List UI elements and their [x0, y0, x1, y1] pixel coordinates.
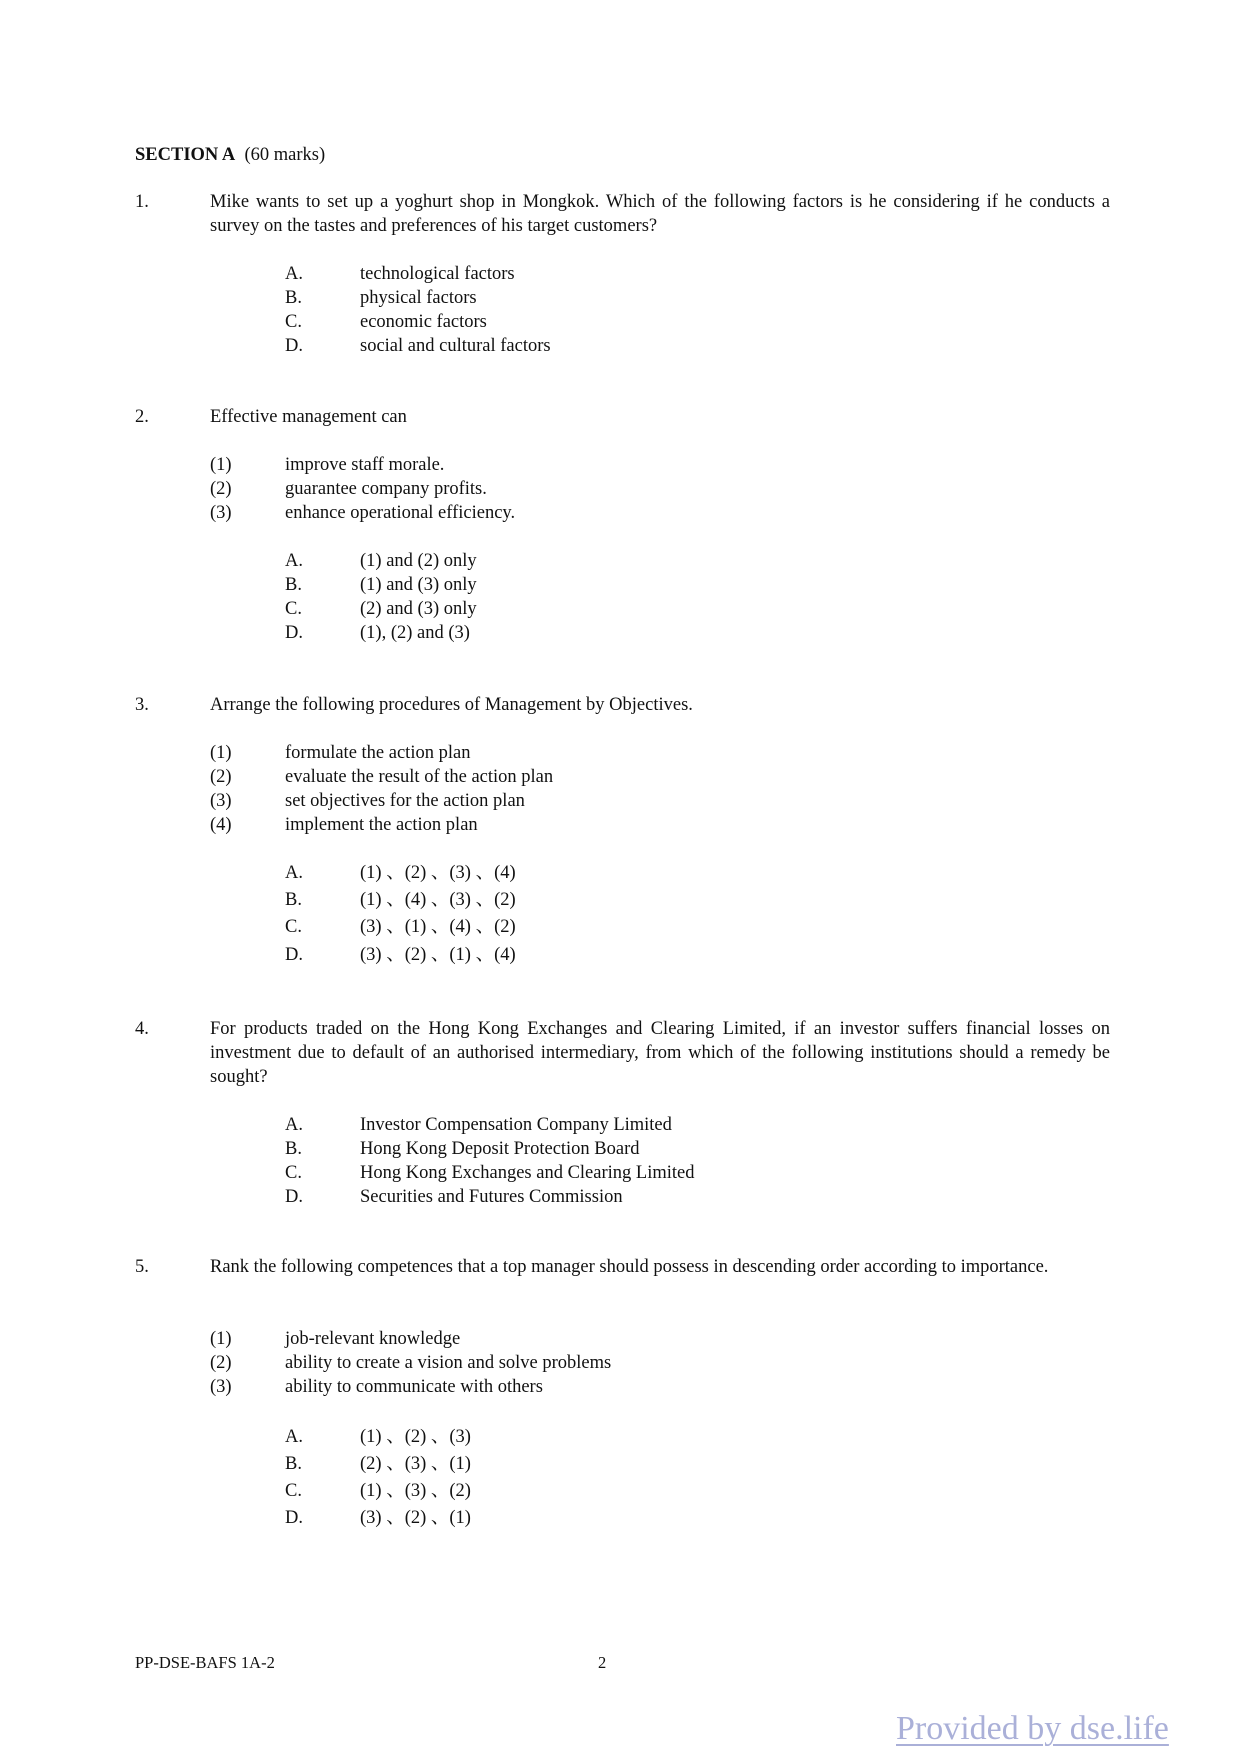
option-text: (1) 、(3) 、(2) [360, 1481, 471, 1501]
option-text: (1) 、(2) 、(3) [360, 1427, 471, 1447]
option-letter: D. [285, 1187, 303, 1207]
option-text: (2) 、(3) 、(1) [360, 1454, 471, 1474]
option-letter: C. [285, 1163, 302, 1183]
watermark-link[interactable]: Provided by dse.life [896, 1710, 1169, 1747]
option-text: Hong Kong Deposit Protection Board [360, 1139, 640, 1159]
option-letter: B. [285, 890, 302, 910]
option-text: (1) and (2) only [360, 551, 477, 571]
option-text: (3) 、(2) 、(1) 、(4) [360, 945, 516, 965]
option-text: Hong Kong Exchanges and Clearing Limited [360, 1163, 695, 1183]
statement-text: guarantee company profits. [285, 479, 487, 499]
statement-text: evaluate the result of the action plan [285, 767, 554, 787]
option-letter: A. [285, 863, 303, 883]
statement-label: (1) [210, 743, 232, 763]
option-letter: A. [285, 1115, 303, 1135]
option-text: economic factors [360, 312, 487, 332]
question-number: 5. [135, 1257, 149, 1277]
option-letter: C. [285, 917, 302, 937]
option-letter: B. [285, 1454, 302, 1474]
option-text: social and cultural factors [360, 336, 551, 356]
statement-label: (3) [210, 503, 232, 523]
statement-label: (1) [210, 1329, 232, 1349]
statement-text: ability to create a vision and solve problems [285, 1353, 612, 1373]
statement-label: (2) [210, 1353, 232, 1373]
option-letter: A. [285, 551, 303, 571]
option-letter: B. [285, 575, 302, 595]
option-letter: B. [285, 1139, 302, 1159]
option-letter: B. [285, 288, 302, 308]
option-text: (3) 、(2) 、(1) [360, 1508, 471, 1528]
statement-text: improve staff morale. [285, 455, 445, 475]
option-text: (1) 、(2) 、(3) 、(4) [360, 863, 516, 883]
statement-text: implement the action plan [285, 815, 478, 835]
option-text: technological factors [360, 264, 515, 284]
page-number: 2 [598, 1653, 607, 1672]
option-text: (2) and (3) only [360, 599, 477, 619]
statement-label: (2) [210, 767, 232, 787]
option-letter: C. [285, 599, 302, 619]
section-title: SECTION A [135, 145, 236, 165]
question-number: 2. [135, 407, 149, 427]
option-letter: A. [285, 264, 303, 284]
question-stem: Rank the following competences that a top manager should possess in descending order according to importance. [210, 1257, 1049, 1277]
option-text: (1) 、(4) 、(3) 、(2) [360, 890, 516, 910]
question-stem: Effective management can [210, 407, 407, 427]
question-stem: Arrange the following procedures of Management by Objectives. [210, 695, 693, 715]
statement-text: formulate the action plan [285, 743, 471, 763]
statement-text: enhance operational efficiency. [285, 503, 516, 523]
option-letter: D. [285, 945, 303, 965]
section-heading [135, 143, 325, 167]
paper-code: PP-DSE-BAFS 1A-2 [135, 1653, 275, 1672]
option-letter: D. [285, 623, 303, 643]
section-marks: (60 marks) [244, 145, 326, 165]
option-text: Investor Compensation Company Limited [360, 1115, 672, 1135]
option-letter: D. [285, 1508, 303, 1528]
question-stem: Mike wants to set up a yoghurt shop in Mongkok. Which of the following factors is he considering if he conducts a survey on the tastes and preferences of his target customers? [210, 192, 1110, 236]
statement-text: ability to communicate with others [285, 1377, 543, 1397]
statement-text: set objectives for the action plan [285, 791, 525, 811]
option-letter: C. [285, 1481, 302, 1501]
option-letter: D. [285, 336, 303, 356]
option-letter: A. [285, 1427, 303, 1447]
statement-label: (2) [210, 479, 232, 499]
question-number: 4. [135, 1019, 149, 1039]
statement-label: (4) [210, 815, 232, 835]
statement-label: (3) [210, 1377, 232, 1397]
statement-text: job-relevant knowledge [285, 1329, 461, 1349]
option-text: Securities and Futures Commission [360, 1187, 623, 1207]
option-text: (1), (2) and (3) [360, 623, 470, 643]
statement-label: (1) [210, 455, 232, 475]
question-stem: For products traded on the Hong Kong Exchanges and Clearing Limited, if an investor suffers financial losses on investment due to default of an authorised intermediary, from which of the following institutions should a remedy be sought? [210, 1019, 1110, 1087]
option-text: (3) 、(1) 、(4) 、(2) [360, 917, 516, 937]
option-letter: C. [285, 312, 302, 332]
option-text: (1) and (3) only [360, 575, 477, 595]
option-text: physical factors [360, 288, 477, 308]
question-number: 3. [135, 695, 149, 715]
question-number: 1. [135, 192, 149, 212]
statement-label: (3) [210, 791, 232, 811]
